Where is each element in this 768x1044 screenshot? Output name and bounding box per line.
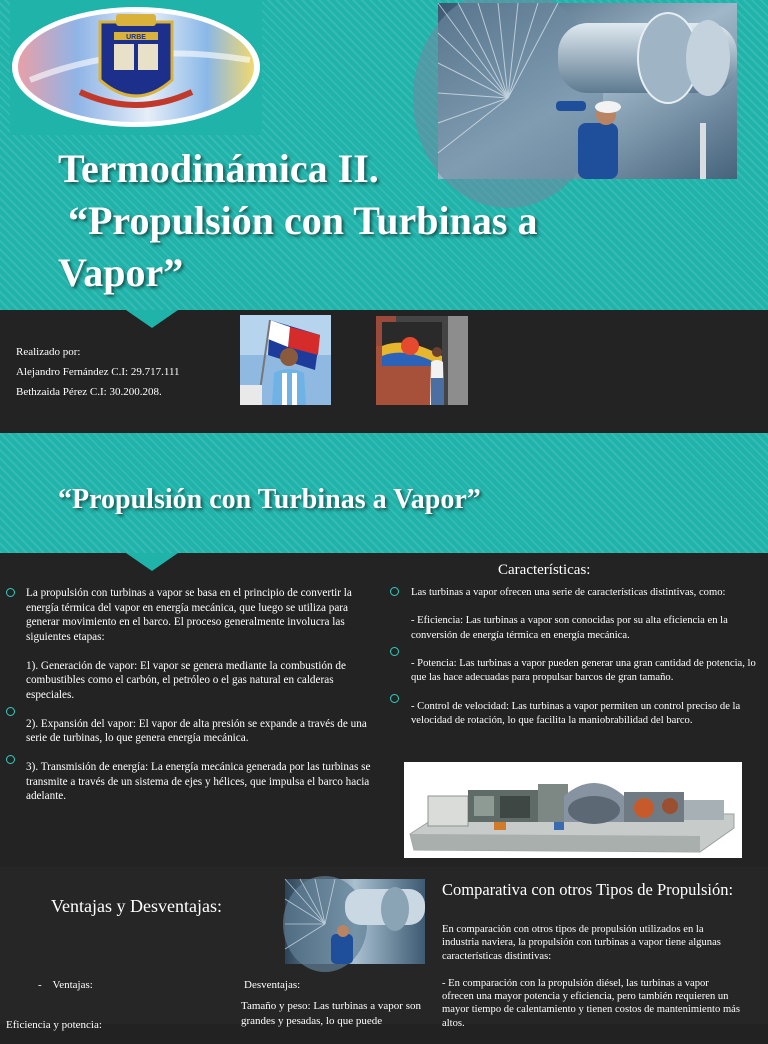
svg-text:URBE: URBE	[126, 34, 146, 41]
authors-label: Realizado por:	[16, 346, 81, 358]
paragraph: - Eficiencia: Las turbinas a vapor son conocidas por su alta eficiencia en la conversión de energía térmica en energía mecánica.	[411, 615, 728, 641]
advantages-disadvantages-heading: Ventajas y Desventajas:	[51, 896, 222, 916]
paragraph: Las turbinas a vapor ofrecen una serie de características distintivas, como:	[411, 587, 726, 598]
paragraph: 3). Transmisión de energía: La energía mecánica generada por las turbinas se transmite a través de un sistema de ejes y hélices, que impulsa el barco hacia adelante.	[26, 761, 371, 802]
paragraph: 1). Generación de vapor: El vapor se genera mediante la combustión de combustibles como el carbón, el petróleo o el gas natural en calderas especiales.	[26, 659, 346, 701]
steam-plant-illustration	[404, 762, 742, 858]
disadvantages-text: Tamaño y peso: Las turbinas a vapor son grandes y pesadas, lo que puede	[241, 1000, 421, 1027]
university-logo	[10, 0, 262, 135]
main-title-line-1: Termodinámica II.	[58, 146, 379, 191]
bullet-icon	[390, 587, 399, 596]
authors-block	[16, 342, 180, 402]
advantages-label: - Ventajas:	[38, 979, 93, 991]
turbine-rotor-photo	[285, 879, 425, 964]
author-2: Bethzaida Pérez C.I: 30.200.208.	[16, 386, 162, 398]
bullet-icon	[390, 694, 399, 703]
slide2-title: “Propulsión con Turbinas a Vapor”	[58, 484, 481, 515]
main-title-line-2: “Propulsión con Turbinas a	[58, 198, 538, 243]
paragraph: La propulsión con turbinas a vapor se basa en el principio de convertir la energía térmica del vapor en energía mecánica, que luego se utiliza para generar movimiento en el barco. El proceso generalmente involucra las siguientes etapas:	[26, 587, 352, 643]
bullet-icon	[6, 588, 15, 597]
paragraph: - Potencia: Las turbinas a vapor pueden generar una gran cantidad de potencia, lo que las hace adecuadas para propulsar barcos de gran tamaño.	[411, 657, 756, 684]
author-1: Alejandro Fernández C.I: 29.717.111	[16, 366, 180, 378]
advantages-text: Eficiencia y potencia:	[6, 1019, 102, 1031]
author-photo-2	[376, 316, 468, 405]
paragraph: En comparación con otros tipos de propulsión utilizados en la industria naviera, la propulsión con turbinas a vapor tiene algunas características distintivas:	[442, 924, 721, 962]
paragraph: - En comparación con la propulsión diésel, las turbinas a vapor ofrecen una mayor potencia y eficiencia, pero también requieren un mayor tiempo de calentamiento y tienen costos de mantenimiento más altos.	[442, 977, 741, 1029]
characteristics-heading: Características:	[498, 562, 591, 578]
author-photo-1	[240, 315, 331, 405]
disadvantages-label: Desventajas:	[244, 979, 301, 991]
comparison-text	[442, 923, 742, 1044]
bullet-icon	[6, 707, 15, 716]
paragraph: 2). Expansión del vapor: El vapor de alta presión se expande a través de una serie de turbinas, lo que genera energía mecánica.	[26, 717, 367, 744]
slide2-notch	[126, 553, 178, 571]
paragraph: - Control de velocidad: Las turbinas a vapor permiten un control preciso de la velocidad de rotación, lo que facilita la maniobrabilidad del barco.	[411, 700, 741, 726]
main-title-line-3: Vapor”	[58, 250, 184, 295]
main-title	[58, 143, 618, 299]
comparison-heading: Comparativa con otros Tipos de Propulsión:	[442, 880, 734, 899]
propulsion-process-text	[26, 586, 378, 818]
characteristics-text	[411, 586, 757, 742]
bullet-icon	[390, 647, 399, 656]
slide1-notch	[126, 310, 178, 328]
bullet-icon	[6, 755, 15, 764]
